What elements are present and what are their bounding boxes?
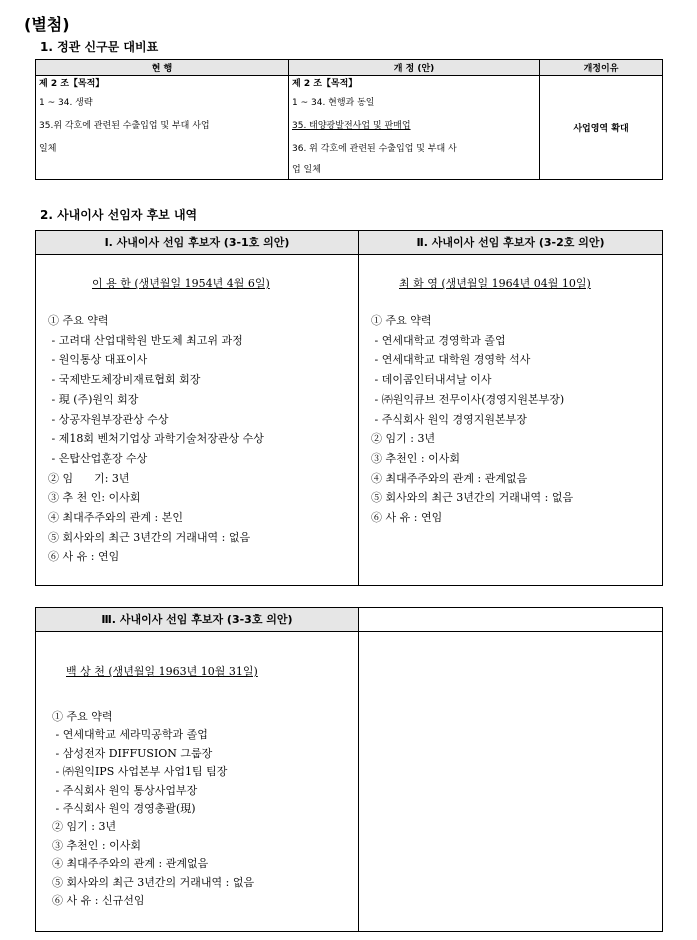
candidates-box-3 xyxy=(35,607,663,932)
attachment-header: (별첨) xyxy=(24,15,70,34)
detail-line: ⑤ 회사와의 최근 3년간의 거래내역 : 없음 xyxy=(48,530,251,544)
column-header: 개 정 (안) xyxy=(289,60,540,76)
candidate2-name: 최 화 영 (생년월일 1964년 04월 10일) xyxy=(399,277,591,290)
detail-line: ① 주요 약력 xyxy=(371,314,432,327)
detail-line: ① 주요 약력 xyxy=(52,710,113,723)
detail-line: ④ 최대주주와의 관계 : 관계없음 xyxy=(52,857,209,871)
candidate2-details xyxy=(371,311,573,528)
detail-line: ⑤ 회사와의 최근 3년간의 거래내역 : 없음 xyxy=(52,875,255,889)
detail-line: - ㈜원익IPS 사업본부 사업1팀 팀장 xyxy=(52,765,228,779)
detail-line: - 국제반도체장비재료협회 회장 xyxy=(48,373,201,387)
comparison-table xyxy=(35,59,663,180)
current-line: 제 2 조【목적】 xyxy=(39,79,105,89)
detail-line: - 연세대학교 대학원 경영학 석사 xyxy=(371,353,531,367)
detail-line: ② 임기 : 3년 xyxy=(52,820,117,834)
column-divider xyxy=(358,608,359,931)
detail-line: - 원익통상 대표이사 xyxy=(48,353,148,367)
detail-line: - 고려대 산업대학원 반도체 최고위 과정 xyxy=(48,333,243,347)
empty-header-cell xyxy=(359,608,662,632)
column-header: 현 행 xyxy=(36,60,289,76)
detail-line: - 연세대학교 세라믹공학과 졸업 xyxy=(52,728,208,742)
table-row xyxy=(36,76,663,180)
comparison-table-header xyxy=(36,60,663,76)
candidate1-details xyxy=(48,311,264,567)
detail-line: - 주식회사 원익 통상사업부장 xyxy=(52,783,198,797)
revised-line: 36. 위 각호에 관련된 수출입업 및 부대 사 xyxy=(292,144,457,154)
detail-line: - 연세대학교 경영학과 졸업 xyxy=(371,333,506,347)
detail-line: ⑤ 회사와의 최근 3년간의 거래내역 : 없음 xyxy=(371,491,574,505)
candidate2-header: Ⅱ. 사내이사 선임 후보자 (3-2호 의안) xyxy=(359,231,662,255)
detail-line: ③ 추천인 : 이사회 xyxy=(52,838,141,852)
detail-line: - 삼성전자 DIFFUSION 그룹장 xyxy=(52,746,213,760)
revised-line: 1 ~ 34. 현행과 동일 xyxy=(292,98,375,108)
current-text-cell xyxy=(36,76,289,180)
section2-title: 2. 사내이사 선임자 후보 내역 xyxy=(40,208,198,222)
detail-line: - 상공자원부장관상 수상 xyxy=(48,412,169,426)
revised-text-cell xyxy=(289,76,540,180)
detail-line: - ㈜원익큐브 전무이사(경영지원본부장) xyxy=(371,392,565,406)
current-line: 35.위 각호에 관련된 수출입업 및 부대 사업 xyxy=(39,121,210,131)
detail-line: - 제18회 벤처기업상 과학기술처장관상 수상 xyxy=(48,432,264,446)
section1-title: 1. 정관 신구문 대비표 xyxy=(40,40,159,54)
detail-line: - 現 (주)원익 회장 xyxy=(48,392,139,406)
candidate3-header: Ⅲ. 사내이사 선임 후보자 (3-3호 의안) xyxy=(36,608,358,632)
detail-line: ⑥ 사 유 : 연임 xyxy=(48,550,120,564)
detail-line: ① 주요 약력 xyxy=(48,314,109,327)
reason-cell xyxy=(540,76,663,180)
detail-line: ② 임기 : 3년 xyxy=(371,432,436,446)
candidate1-name: 이 용 한 (생년월일 1954년 4월 6일) xyxy=(92,277,270,290)
detail-line: - 은탑산업훈장 수상 xyxy=(48,451,148,465)
candidates-box-1-2 xyxy=(35,230,663,586)
candidate1-header: Ⅰ. 사내이사 선임 후보자 (3-1호 의안) xyxy=(36,231,358,255)
column-divider xyxy=(358,231,359,585)
detail-line: ③ 추천인 : 이사회 xyxy=(371,451,460,465)
detail-line: ⑥ 사 유 : 신규선임 xyxy=(52,894,145,908)
revised-line-added: 35. 태양광발전사업 및 판매업 xyxy=(292,121,411,131)
detail-line: - 데이콤인터내셔날 이사 xyxy=(371,373,492,387)
candidate3-details xyxy=(52,708,254,910)
detail-line: - 주식회사 원익 경영지원본부장 xyxy=(371,412,527,426)
current-line: 일체 xyxy=(39,144,57,154)
detail-line: ③ 추 천 인: 이사회 xyxy=(48,491,141,505)
reason-text: 사업영역 확대 xyxy=(573,124,629,134)
detail-line: - 주식회사 원익 경영총괄(現) xyxy=(52,802,196,816)
detail-line: ② 임 기: 3년 xyxy=(48,471,130,485)
detail-line: ④ 최대주주와의 관계 : 관계없음 xyxy=(371,471,528,485)
detail-line: ⑥ 사 유 : 연임 xyxy=(371,511,443,525)
detail-line: ④ 최대주주와의 관계 : 본인 xyxy=(48,511,183,525)
column-header: 개정이유 xyxy=(540,60,663,76)
candidate3-name: 백 상 천 (생년월일 1963년 10월 31일) xyxy=(66,665,258,678)
revised-line: 업 일체 xyxy=(292,165,321,175)
current-line: 1 ~ 34. 생략 xyxy=(39,98,93,108)
revised-line: 제 2 조【목적】 xyxy=(292,79,358,89)
